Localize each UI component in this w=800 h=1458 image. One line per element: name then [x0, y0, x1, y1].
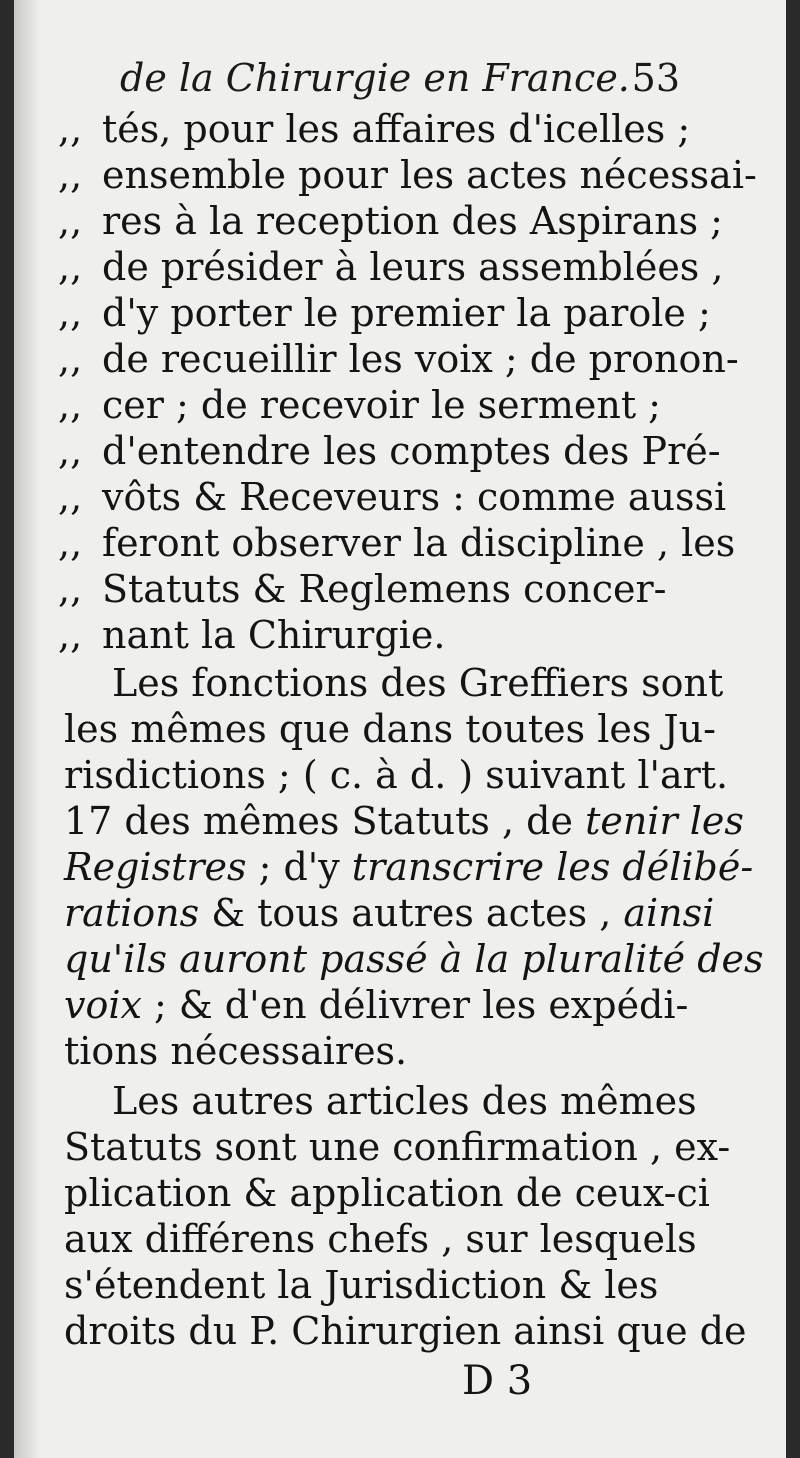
- quote-mark: ,,: [58, 429, 83, 473]
- text-run: ; d'y: [246, 845, 352, 889]
- paragraph-line: [14, 1262, 786, 1308]
- paragraph-line: [14, 1078, 786, 1124]
- italic-text-run: rations: [64, 891, 200, 935]
- paragraph-line: [14, 752, 786, 798]
- quote-mark: ,,: [58, 521, 83, 565]
- italic-text-run: transcrire les délibé-: [351, 845, 754, 889]
- text-run: ; & d'en délivrer les expédi-: [141, 983, 689, 1027]
- quote-line: [14, 198, 786, 244]
- paragraph-text: Les fonctions des Greffiers sont: [112, 661, 724, 705]
- text-run: 17 des mêmes Statuts , de: [64, 799, 586, 843]
- paragraph-line: [14, 660, 786, 706]
- paragraph-text: aux différens chefs , sur lesquels: [64, 1217, 697, 1261]
- quote-line: [14, 428, 786, 474]
- italic-text-run: Registres: [64, 845, 247, 889]
- paragraph-text: [64, 844, 754, 890]
- paragraph-text: [64, 798, 744, 844]
- paragraph-line: [14, 1216, 786, 1262]
- page-number: 53: [631, 56, 680, 100]
- quote-text: d'entendre les comptes des Pré-: [102, 429, 721, 473]
- quote-line: [14, 244, 786, 290]
- quote-line: [14, 290, 786, 336]
- quote-mark: ,,: [58, 383, 83, 427]
- paragraph-text: les mêmes que dans toutes les Ju-: [64, 707, 716, 751]
- paragraph-text: [64, 890, 715, 936]
- quote-line: [14, 520, 786, 566]
- quote-text: ensemble pour les actes nécessai-: [102, 153, 757, 197]
- paragraph-text: droits du P. Chirurgien ainsi que de: [64, 1309, 747, 1353]
- signature-mark: D 3: [462, 1358, 533, 1404]
- quote-line: [14, 106, 786, 152]
- quote-text: tés, pour les affaires d'icelles ;: [102, 107, 691, 151]
- quote-line: [14, 566, 786, 612]
- paragraph-text: [64, 982, 689, 1028]
- quote-line: [14, 382, 786, 428]
- quote-mark: ,,: [58, 613, 83, 657]
- quote-text: cer ; de recevoir le serment ;: [102, 383, 661, 427]
- paragraph-text: s'étendent la Jurisdiction & les: [64, 1263, 659, 1307]
- text-run: & tous autres actes ,: [199, 891, 624, 935]
- page-header: [120, 52, 680, 104]
- italic-paragraph-text: qu'ils auront passé à la pluralité des: [64, 937, 764, 981]
- paragraph-text: Statuts sont une confirmation , ex-: [64, 1125, 731, 1169]
- paragraph-line: [14, 706, 786, 752]
- paragraph-text: risdictions ; ( c. à d. ) suivant l'art.: [64, 753, 729, 797]
- quote-line: [14, 612, 786, 658]
- italic-text-run: tenir les: [585, 799, 744, 843]
- quote-mark: ,,: [58, 337, 83, 381]
- running-title: de la Chirurgie en France.: [120, 56, 630, 100]
- paragraph-text: tions nécessaires.: [64, 1029, 408, 1073]
- paragraph-text: Les autres articles des mêmes: [112, 1079, 697, 1123]
- quote-text: d'y porter le premier la parole ;: [102, 291, 711, 335]
- quote-mark: ,,: [58, 567, 83, 611]
- quote-text: de présider à leurs assemblées ,: [102, 245, 724, 289]
- quote-mark: ,,: [58, 291, 83, 335]
- quote-line: [14, 336, 786, 382]
- paragraph-line: [14, 844, 786, 890]
- quote-mark: ,,: [58, 245, 83, 289]
- quote-line: [14, 474, 786, 520]
- italic-text-run: ainsi: [623, 891, 715, 935]
- paragraph-line: [14, 1028, 786, 1074]
- italic-text-run: voix: [64, 983, 142, 1027]
- paragraph-line: [14, 1170, 786, 1216]
- quote-text: Statuts & Reglemens concer-: [102, 567, 667, 611]
- quote-text: feront observer la discipline , les: [102, 521, 736, 565]
- quote-mark: ,,: [58, 475, 83, 519]
- paragraph-line: [14, 890, 786, 936]
- book-page: [14, 0, 786, 1458]
- quote-text: vôts & Receveurs : comme aussi: [102, 475, 727, 519]
- paragraph-line: [14, 798, 786, 844]
- paragraph-text: plication & application de ceux-ci: [64, 1171, 710, 1215]
- quote-text: nant la Chirurgie.: [102, 613, 446, 657]
- quote-line: [14, 152, 786, 198]
- quote-mark: ,,: [58, 199, 83, 243]
- paragraph-line: [14, 1124, 786, 1170]
- paragraph-line: [14, 936, 786, 982]
- quote-mark: ,,: [58, 107, 83, 151]
- quote-mark: ,,: [58, 153, 83, 197]
- paragraph-line: [14, 1308, 786, 1354]
- quote-text: res à la reception des Aspirans ;: [102, 199, 723, 243]
- paragraph-line: [14, 982, 786, 1028]
- quote-text: de recueillir les voix ; de pronon-: [102, 337, 739, 381]
